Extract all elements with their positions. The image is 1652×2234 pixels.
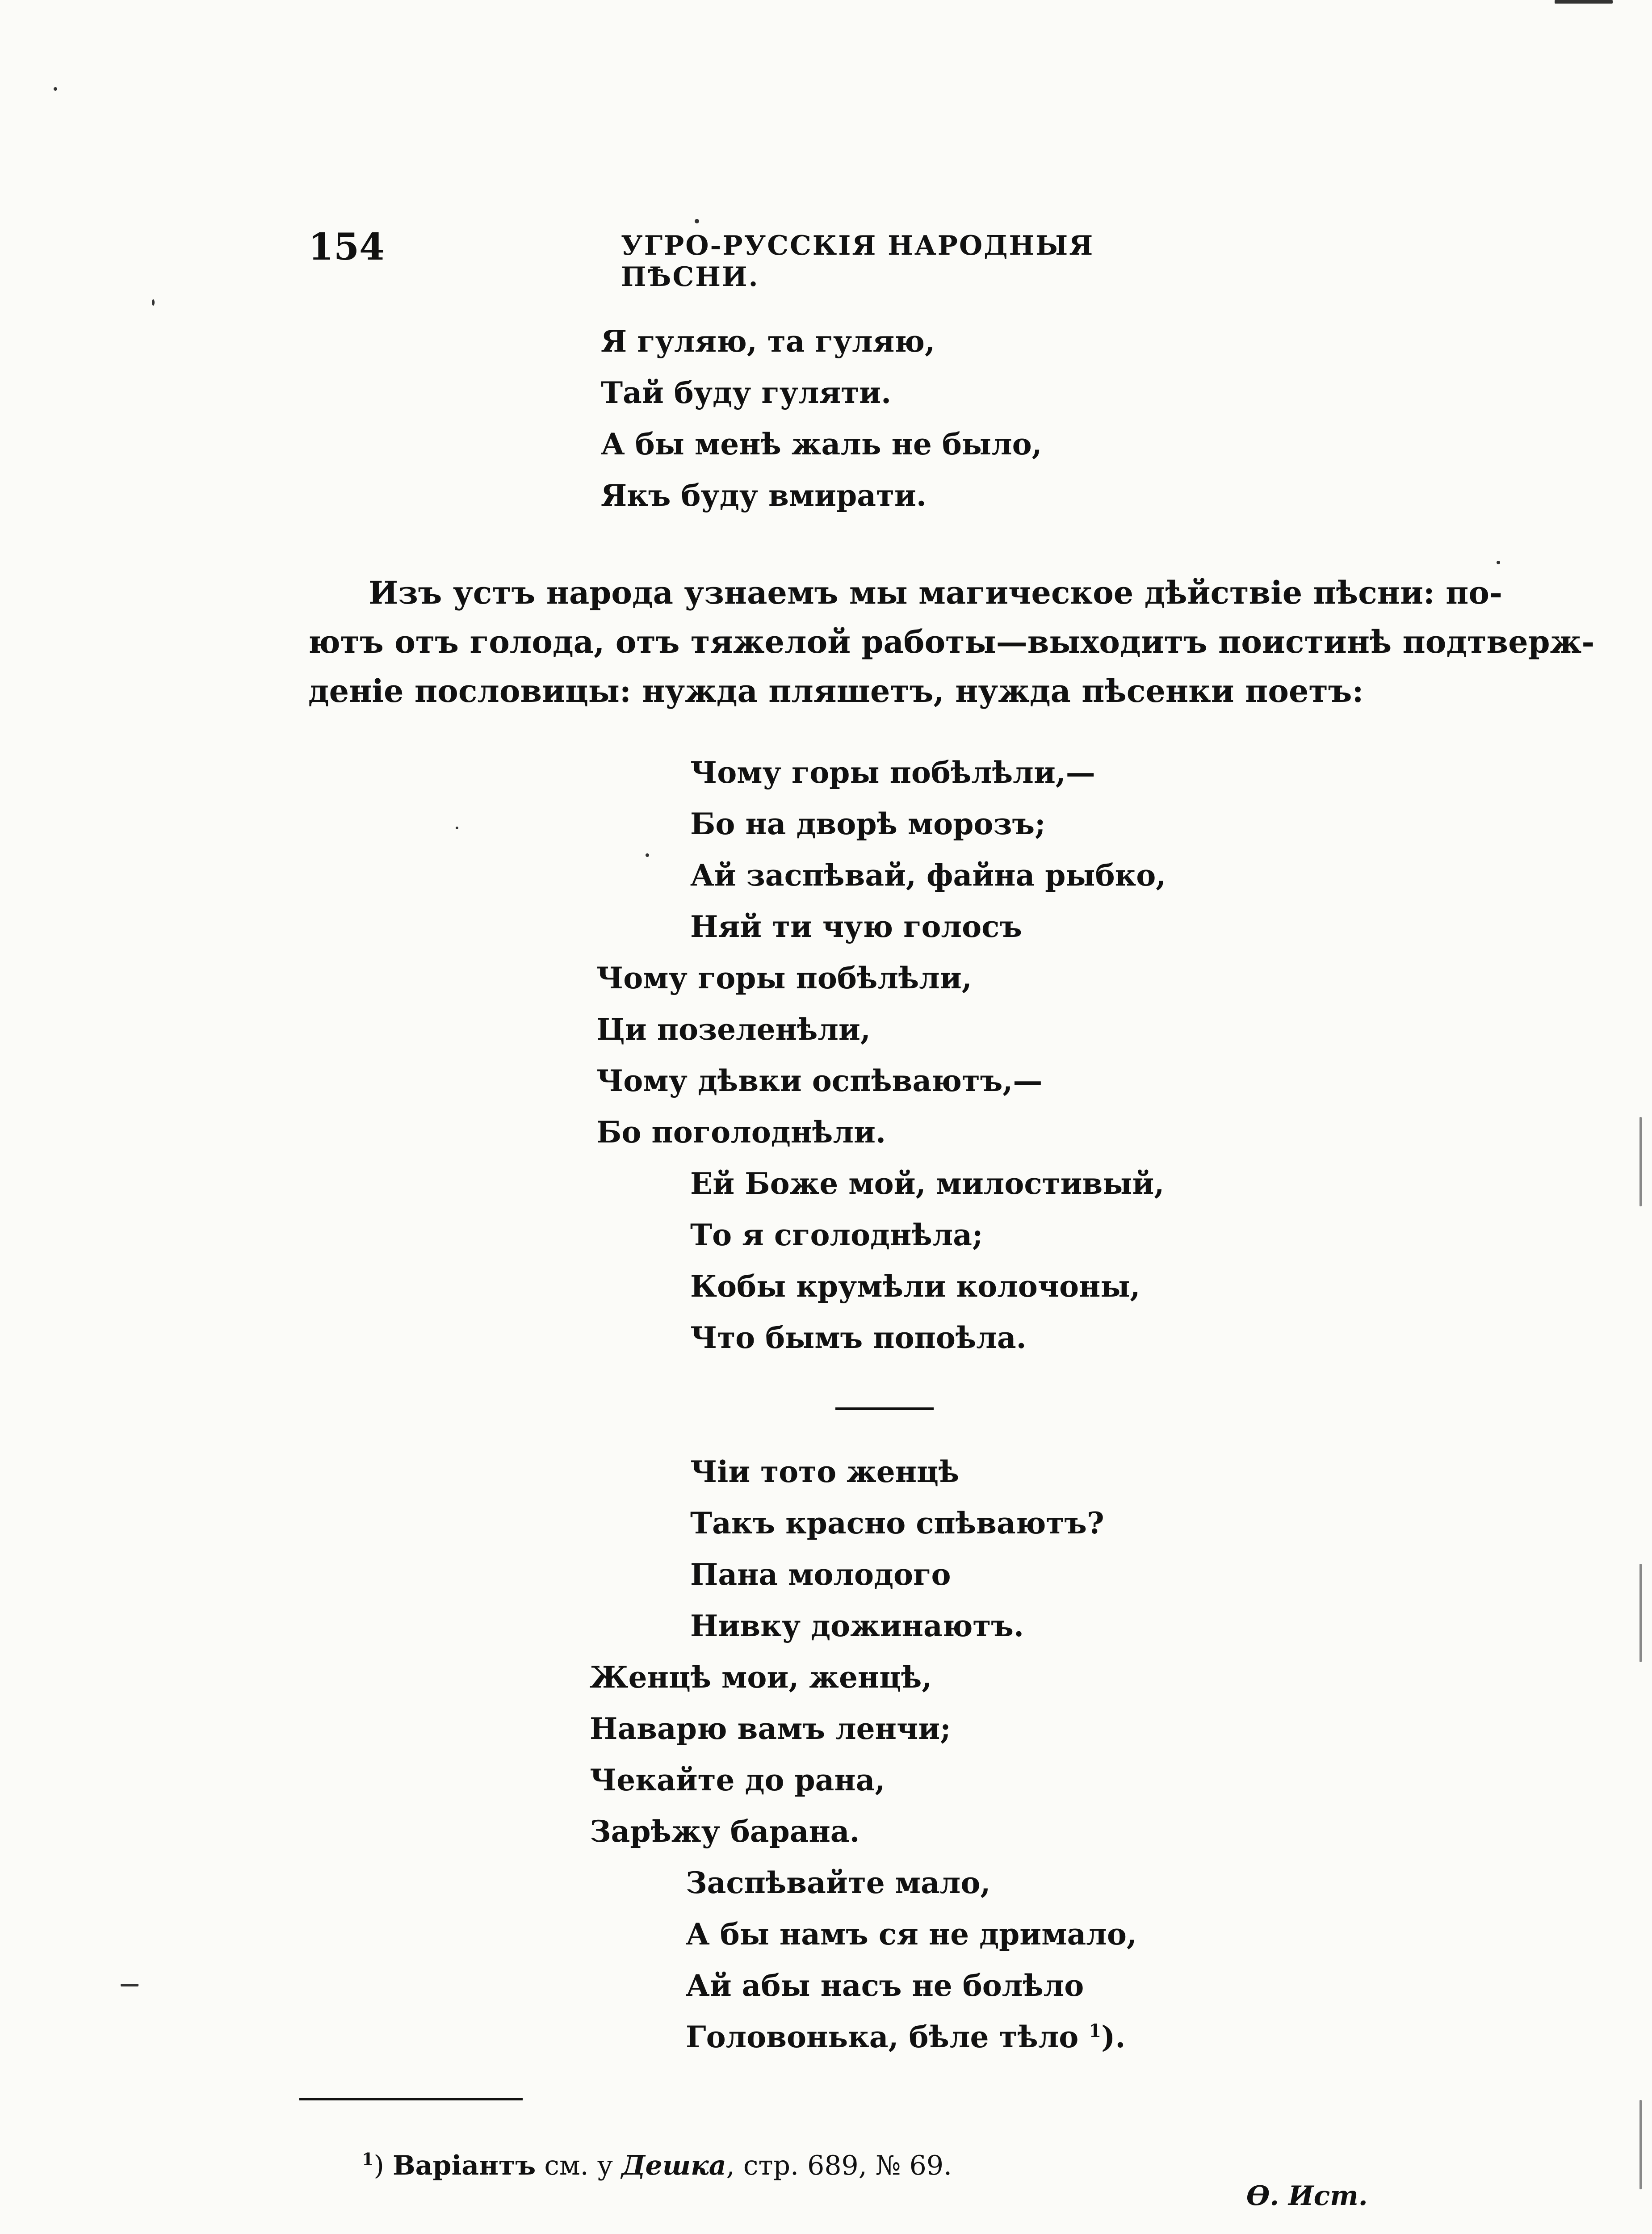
verse-line: Чому дѣвки оспѣваютъ,— (596, 1063, 1043, 1098)
scan-speck (1497, 561, 1500, 564)
verse-line: Чекайте до рана, (590, 1763, 885, 1797)
footnote-text: см. у (536, 2150, 622, 2181)
verse-line: Няй ти чую голосъ (690, 909, 1022, 944)
verse-line: То я сголоднѣла; (690, 1218, 983, 1252)
paragraph-line: деніе пословицы: нужда пляшетъ, нужда пѣсенки поетъ: (308, 672, 1364, 710)
verse-line: Зарѣжу барана. (590, 1814, 860, 1849)
scan-speck (456, 827, 458, 829)
verse-line: Что бымъ попоѣла. (690, 1320, 1027, 1355)
verse-line: Наварю вамъ ленчи; (590, 1711, 951, 1746)
running-title: УГРО-РУССКІЯ НАРОДНЫЯ ПѢСНИ. (621, 230, 1094, 293)
scan-edge-mark (1639, 2100, 1642, 2189)
section-divider (835, 1407, 934, 1410)
verse-line: Чіи тото женцѣ (690, 1454, 960, 1489)
signature: Ѳ. Ист. (1246, 2180, 1368, 2212)
scan-speck (1555, 0, 1613, 4)
verse-line: Ай заспѣвай, файна рыбко, (690, 858, 1166, 893)
scan-edge-mark (1639, 1564, 1642, 1662)
verse-line: Заспѣвайте мало, (686, 1865, 991, 1900)
scan-speck (152, 299, 155, 306)
footnote-rule (299, 2098, 523, 2100)
footnote-marker: 1 (1089, 2020, 1102, 2041)
verse-line: Тай буду гуляти. (601, 375, 892, 410)
verse-line: А бы менѣ жаль не было, (601, 427, 1042, 462)
verse-line: Ай абы насъ не болѣло (686, 1968, 1084, 2003)
verse-line: А бы намъ ся не дримало, (686, 1917, 1137, 1952)
scan-speck (54, 87, 57, 91)
footnote-reference: Дешка (621, 2150, 726, 2181)
scan-speck (695, 219, 699, 223)
verse-line: Ци позеленѣли, (596, 1012, 871, 1047)
verse-line: Женцѣ мои, женцѣ, (590, 1660, 932, 1695)
verse-line: Я гуляю, та гуляю, (601, 324, 935, 359)
footnote-number: 1 (362, 2149, 374, 2169)
scan-speck (121, 1984, 138, 1986)
verse-line: Пана молодого (690, 1557, 951, 1592)
verse-line: Чому горы побѣлѣли, (596, 961, 972, 995)
scan-speck (646, 853, 649, 857)
verse-line (686, 2020, 1125, 2054)
verse-line: Нивку дожинаютъ. (690, 1608, 1024, 1643)
scan-edge-mark (1639, 1117, 1642, 1206)
verse-line-text: Головонька, бѣле тѣло (686, 2020, 1079, 2054)
footnote-label: Варіантъ (392, 2150, 536, 2181)
verse-line: Якъ буду вмирати. (601, 478, 927, 513)
verse-line: Кобы крумѣли колочоны, (690, 1269, 1140, 1304)
verse-line-end: ). (1101, 2020, 1126, 2054)
verse-line: Чому горы побѣлѣли,— (690, 755, 1095, 790)
verse-line: Такъ красно спѣваютъ? (690, 1506, 1104, 1541)
page-number: 154 (308, 226, 385, 269)
footnote: $^1$) Варіантъ см. у Дешка, стр. 689, № 69. (362, 2149, 952, 2181)
verse-line: Бо поголоднѣли. (596, 1115, 886, 1150)
footnote-text: , стр. 689, № 69. (726, 2150, 952, 2181)
verse-line: Ей Боже мой, милостивый, (690, 1166, 1165, 1201)
paragraph-line: ютъ отъ голода, отъ тяжелой работы—выходитъ поистинѣ подтверж- (308, 623, 1595, 660)
paragraph-line: Изъ устъ народа узнаемъ мы магическое дѣйствіе пѣсни: по- (369, 574, 1503, 611)
page-header (308, 226, 1188, 293)
verse-line: Бо на дворѣ морозъ; (690, 806, 1046, 841)
